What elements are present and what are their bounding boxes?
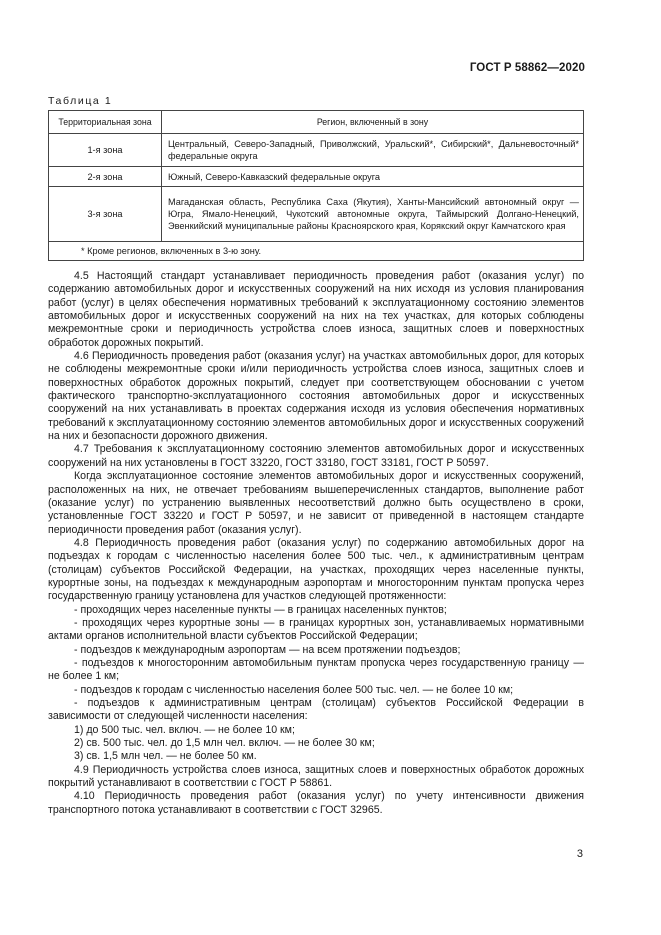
- paragraph-4-7-continued: Когда эксплуатационное состояние элементов автомобильных дорог и искусственных сооружений, расположенных на них, не отвечает требованиям вышеперечисленных стандартов, выполнение работ (оказание услуг) по устранению выявленных несоответствий должно быть осуществлено в сроки, установленные ГОСТ 33220 и ГОСТ Р 50597, и не зависит от приведенной в настоящем стандарте периодичности проведения работ (оказания услуг).: [48, 470, 584, 536]
- column-header-region: Регион, включенный в зону: [162, 111, 584, 134]
- table-header-row: [49, 111, 584, 134]
- table-row: [49, 167, 584, 187]
- column-header-zone: Территориальная зона: [49, 111, 162, 134]
- paragraph-4-8: 4.8 Периодичность проведения работ (оказания услуг) по содержанию автомобильных дорог на подъездах к городам с численностью населения более 500 тыс. чел., к административным центрам (столицам) субъектов Российской Федерации, на участках, проходящих через населенные пункты, курортные зоны, на подъездах к международным аэропортам и многосторонним пунктам пропуска через государственную границу установлена для участков следующей протяженности:: [48, 536, 584, 603]
- numbered-item: 2) св. 500 тыс. чел. до 1,5 млн чел. включ. — не более 30 км;: [74, 737, 375, 750]
- list-item: - проходящих через населенные пункты — в границах населенных пунктов;: [74, 603, 447, 616]
- region-cell: Южный, Северо-Кавказский федеральные округа: [162, 167, 584, 187]
- paragraph-4-9: 4.9 Периодичность устройства слоев износа, защитных слоев и поверхностных обработок дорожных покрытий устанавливают в соответствии с ГОСТ Р 58861.: [48, 763, 584, 790]
- list-item: - подъездов к международным аэропортам — на всем протяжении подъездов;: [74, 643, 461, 656]
- paragraph-4-6: 4.6 Периодичность проведения работ (оказания услуг) на участках автомобильных дорог, для которых не соблюдены межремонтные сроки и/или периодичность устройства слоев износа, защитных слоев и поверхностных обработок дорожных покрытий, следует при соответствующем обосновании с учетом фактического транспортно-эксплуатационного состояния автомобильных дорог и искусственных сооружений на них устанавливать в проектах содержания исходя из условия обеспечения нормативных требований к эксплуатационному состоянию элементов автомобильных дорог и искусственных сооружений на них и безопасности дорожного движения.: [48, 350, 584, 443]
- list-item: - подъездов к многосторонним автомобильным пунктам пропуска через государственную границу — не более 1 км;: [48, 656, 584, 683]
- list-item: - проходящих через курортные зоны — в границах курортных зон, устанавливаемых нормативными актами органов исполнительной власти субъектов Российской Федерации;: [48, 616, 584, 643]
- table-footnote: * Кроме регионов, включенных в 3-ю зону.: [49, 242, 584, 261]
- table-row: [49, 187, 584, 242]
- page-number: 3: [576, 848, 583, 860]
- standard-designation: ГОСТ Р 58862—2020: [469, 62, 585, 74]
- zones-table: [48, 110, 584, 261]
- table-note-row: [49, 242, 584, 261]
- body-text: [48, 270, 584, 817]
- region-cell: Центральный, Северо-Западный, Приволжский, Уральский*, Сибирский*, Дальневосточный* федеральные округа: [162, 134, 584, 167]
- zone-cell: 1-я зона: [49, 134, 162, 167]
- zone-cell: 2-я зона: [49, 167, 162, 187]
- paragraph-4-7: 4.7 Требования к эксплуатационному состоянию элементов автомобильных дорог и искусственных сооружений на них установлены в ГОСТ 33220, ГОСТ 33180, ГОСТ 33181, ГОСТ Р 50597.: [48, 443, 584, 469]
- numbered-item: 1) до 500 тыс. чел. включ. — не более 10 км;: [74, 723, 295, 736]
- zone-cell: 3-я зона: [49, 187, 162, 242]
- list-item: - подъездов к городам с численностью населения более 500 тыс. чел. — не более 10 км;: [74, 683, 514, 696]
- numbered-item: 3) св. 1,5 млн чел. — не более 50 км.: [74, 750, 257, 763]
- region-cell: Магаданская область, Республика Саха (Якутия), Ханты-Мансийский автономный округ — Югра, Ямало-Ненецкий, Чукотский автономные округа, Таймырский Долгано-Ненецкий, Эвенкийский муниципальные районы Красноярского края, Корякский округ Камчатского края: [162, 187, 584, 242]
- list-item: - подъездов к административным центрам (столицам) субъектов Российской Федерации в зависимости от следующей численности населения:: [48, 697, 584, 723]
- paragraph-4-10: 4.10 Периодичность проведения работ (оказания услуг) по учету интенсивности движения транспортного потока устанавливают в соответствии с ГОСТ 32965.: [48, 790, 584, 816]
- table-row: [49, 134, 584, 167]
- table-caption: Таблица 1: [48, 95, 113, 107]
- paragraph-4-5: 4.5 Настоящий стандарт устанавливает периодичность проведения работ (оказания услуг) по содержанию автомобильных дорог и искусственных сооружений на них исходя из условия планирования работ (услуг) в целях обеспечения нормативных требований к эксплуатационному состоянию элементов автомобильных дорог и искусственных сооружений на них на тех участках, для которых соблюдены межремонтные сроки и периодичность устройства слоев износа, защитных слоев и поверхностных обработок дорожных покрытий.: [48, 270, 584, 349]
